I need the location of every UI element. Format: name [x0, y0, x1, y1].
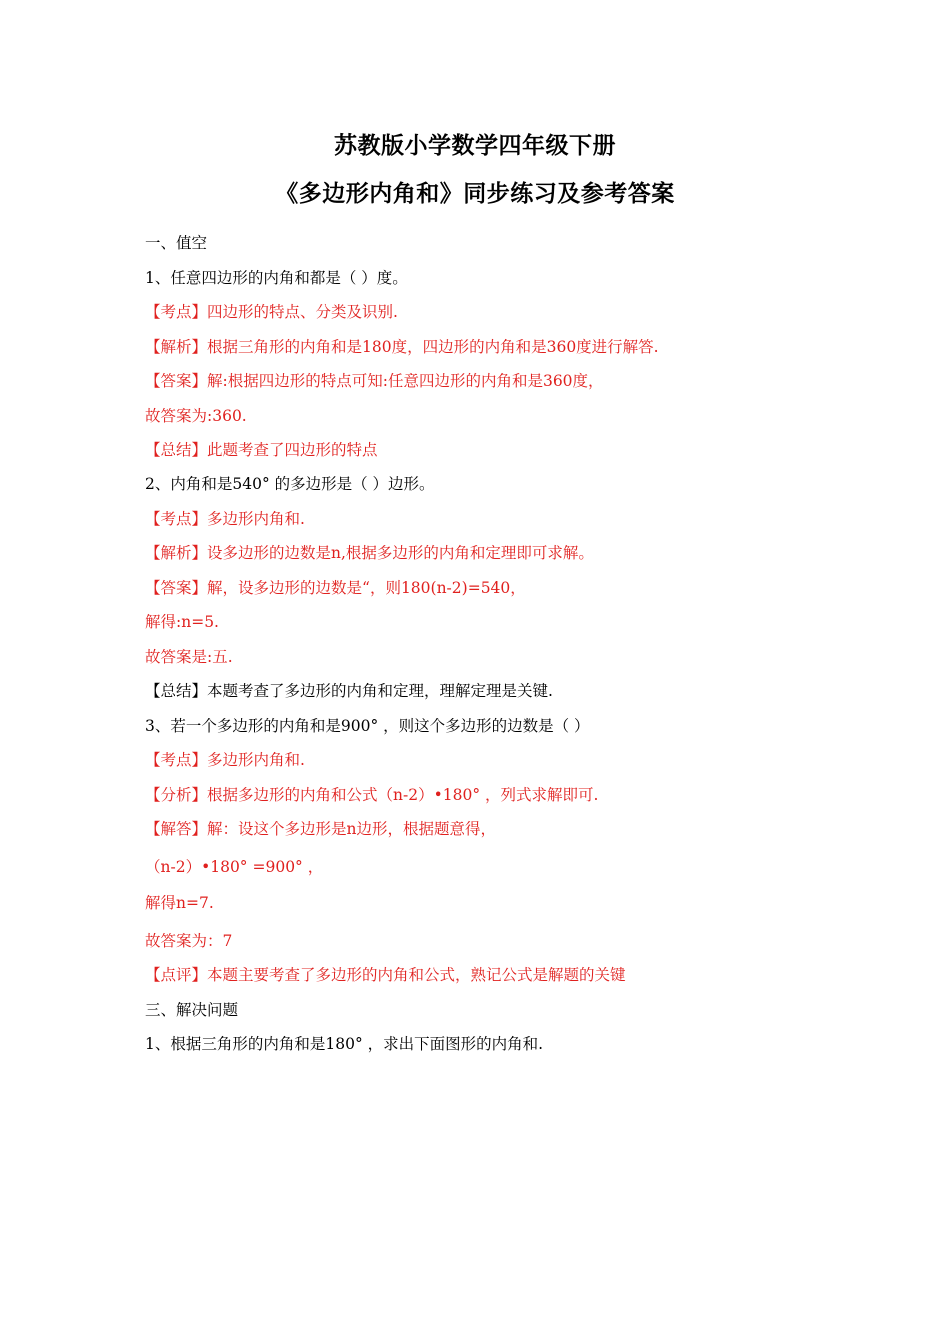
q1-zongjie-text: 此题考查了四边形的特点: [207, 441, 378, 459]
tag-label: 【解析】: [145, 338, 208, 356]
q1-daan: [145, 371, 604, 391]
question-1: 1、任意四边形的内角和都是（ ）度。: [145, 269, 408, 287]
q1-daan-text: 解:根据四边形的特点可知:任意四边形的内角和是360度，: [207, 372, 604, 390]
q3-kaodian: [145, 750, 305, 770]
q2-daan: [145, 578, 526, 598]
q2-zongjie: [145, 681, 553, 701]
q3-jieda-line3: 解得n=7.: [145, 894, 214, 912]
q2-jiexi: [145, 543, 594, 563]
section-heading-solve-problems: 三、解决问题: [145, 1001, 239, 1019]
q2-daan-line2: 解得:n=5.: [145, 613, 219, 631]
q1-kaodian-text: 四边形的特点、分类及识别.: [207, 303, 398, 321]
question-2: 2、内角和是540° 的多边形是（ ）边形。: [145, 475, 435, 493]
q3-jieda-text: 解：设这个多边形是n边形，根据题意得，: [207, 820, 496, 838]
q1-kaodian: [145, 302, 398, 322]
section3-question-1: 1、根据三角形的内角和是180° ，求出下面图形的内角和.: [145, 1035, 544, 1053]
tag-label: 【总结】: [145, 682, 208, 700]
q2-daan-text: 解，设多边形的边数是“，则180(n-2)=540，: [207, 579, 526, 597]
tag-label: 【点评】: [145, 966, 208, 984]
tag-label: 【总结】: [145, 441, 208, 459]
tag-label: 【答案】: [145, 579, 208, 597]
q3-fenxi-text: 根据多边形的内角和公式（n-2）•180° ，列式求解即可.: [207, 786, 599, 804]
q3-jieda: [145, 819, 496, 839]
tag-label: 【考点】: [145, 751, 208, 769]
tag-label: 【答案】: [145, 372, 208, 390]
page-title-line1: 苏教版小学数学四年级下册: [334, 133, 616, 159]
q2-kaodian-text: 多边形内角和.: [207, 510, 305, 528]
q1-jiexi: [145, 337, 659, 357]
q2-zongjie-text: 本题考查了多边形的内角和定理，理解定理是关键.: [207, 682, 553, 700]
q3-jieda-line4: 故答案为：7: [145, 932, 233, 950]
q1-jiexi-text: 根据三角形的内角和是180度，四边形的内角和是360度进行解答.: [207, 338, 659, 356]
q3-kaodian-text: 多边形内角和.: [207, 751, 305, 769]
page-title-line2: 《多边形内角和》同步练习及参考答案: [275, 181, 675, 207]
tag-label: 【解答】: [145, 820, 208, 838]
tag-label: 【考点】: [145, 510, 208, 528]
q1-daan-line2: 故答案为:360.: [145, 407, 247, 425]
q3-jieda-line2: （n-2）•180° =900° ，: [145, 858, 324, 876]
q3-dianping-text: 本题主要考查了多边形的内角和公式，熟记公式是解题的关键: [207, 966, 626, 984]
q1-zongjie: [145, 440, 378, 460]
q2-daan-line3: 故答案是:五.: [145, 648, 233, 666]
q2-jiexi-text: 设多边形的边数是n,根据多边形的内角和定理即可求解。: [207, 544, 594, 562]
q2-kaodian: [145, 509, 305, 529]
q3-dianping: [145, 965, 626, 985]
tag-label: 【解析】: [145, 544, 208, 562]
question-3: 3、若一个多边形的内角和是900° ，则这个多边形的边数是（ ）: [145, 717, 590, 735]
section-heading-fill-blank: 一、值空: [145, 234, 208, 252]
q3-fenxi: [145, 785, 598, 805]
tag-label: 【考点】: [145, 303, 208, 321]
tag-label: 【分析】: [145, 786, 208, 804]
